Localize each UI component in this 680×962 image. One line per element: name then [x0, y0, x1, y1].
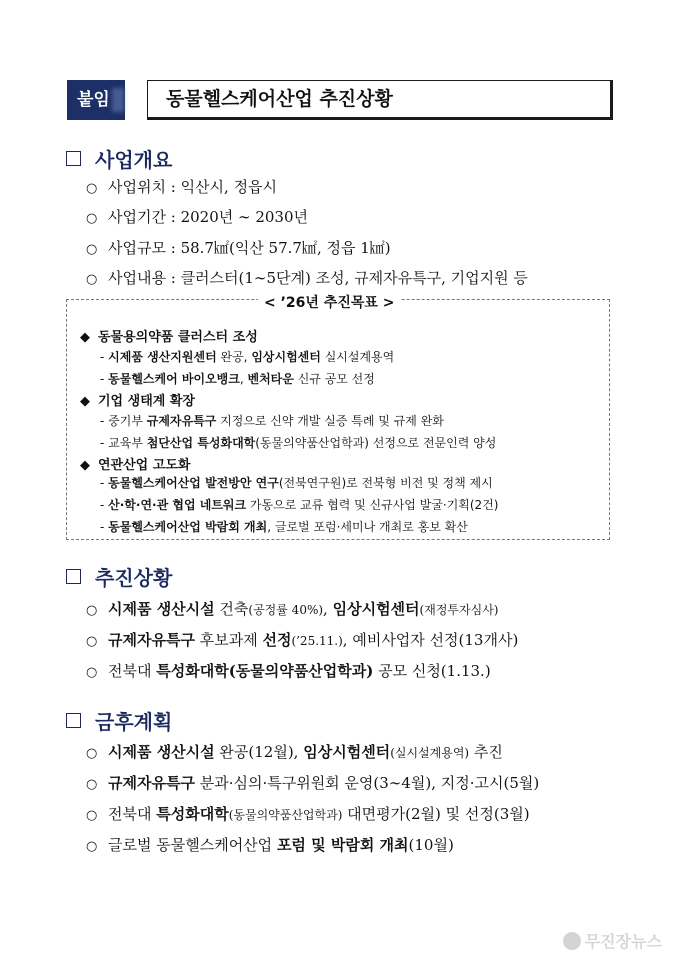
watermark: 무진장뉴스 — [563, 929, 662, 952]
diamond-bullet-icon: ◆ — [80, 394, 90, 409]
attachment-tag: 붙임 — [67, 80, 125, 120]
section-heading-overview: 사업개요 — [66, 144, 172, 173]
square-bullet-icon — [66, 569, 81, 584]
overview-item: ○ 사업내용 : 클러스터(1∼5단계) 조성, 규제자유특구, 기업지원 등 — [86, 269, 528, 287]
square-bullet-icon — [66, 151, 81, 166]
redaction-blur — [112, 88, 124, 112]
goal-line: - 교육부 첨단산업 특성화대학(동물의약품산업학과) 선정으로 전문인력 양성 — [100, 436, 497, 450]
diamond-bullet-icon: ◆ — [80, 330, 90, 345]
goal-line: - 동물헬스케어산업 박람회 개최, 글로벌 포럼·세미나 개최로 홍보 확산 — [100, 520, 468, 534]
circle-bullet-icon: ○ — [86, 603, 98, 618]
goal-line: - 동물헬스케어산업 발전방안 연구(전북연구원)로 전북형 비전 및 정책 제시 — [100, 476, 493, 490]
goal-group-title: ◆ 기업 생태계 확장 — [80, 394, 195, 409]
section-heading-status: 추진상황 — [66, 562, 172, 591]
circle-bullet-icon: ○ — [86, 211, 98, 226]
goal-line: - 중기부 규제자유특구 지정으로 신약 개발 실증 특례 및 규제 완화 — [100, 414, 444, 428]
goal-line: - 산·학·연·관 협업 네트워크 가동으로 교류 협력 및 신규사업 발굴·기획(2건) — [100, 498, 499, 512]
status-item: ○ 전북대 특성화대학(동물의약품산업학과) 공모 신청(1.13.) — [86, 662, 491, 680]
plan-item: ○ 시제품 생산시설 완공(12월), 임상시험센터(실시설계용역) 추진 — [86, 743, 503, 761]
goal-group-title: ◆ 동물용의약품 클러스터 조성 — [80, 330, 258, 345]
plan-item: ○ 규제자유특구 분과·심의·특구위원회 운영(3∼4월), 지정·고시(5월) — [86, 774, 540, 792]
circle-bullet-icon: ○ — [86, 746, 98, 761]
circle-bullet-icon: ○ — [86, 181, 98, 196]
goal-line: - 시제품 생산지원센터 완공, 임상시험센터 실시설계용역 — [100, 350, 395, 364]
goals-title: < ’26년 추진목표 > — [258, 292, 401, 312]
circle-bullet-icon: ○ — [86, 839, 98, 854]
circle-bullet-icon: ○ — [86, 665, 98, 680]
overview-item: ○ 사업기간 : 2020년 ∼ 2030년 — [86, 208, 308, 226]
circle-bullet-icon: ○ — [86, 634, 98, 649]
news-logo-icon — [563, 932, 581, 950]
goal-group-title: ◆ 연관산업 고도화 — [80, 458, 191, 473]
circle-bullet-icon: ○ — [86, 242, 98, 257]
overview-item: ○ 사업규모 : 58.7㎢(익산 57.7㎢, 정읍 1㎢) — [86, 239, 391, 257]
circle-bullet-icon: ○ — [86, 808, 98, 823]
circle-bullet-icon: ○ — [86, 777, 98, 792]
status-item: ○ 규제자유특구 후보과제 선정(’25.11.), 예비사업자 선정(13개사) — [86, 631, 519, 649]
plan-item: ○ 글로벌 동물헬스케어산업 포럼 및 박람회 개최(10월) — [86, 836, 454, 854]
status-item: ○ 시제품 생산시설 건축(공정률 40%), 임상시험센터(재정투자심사) — [86, 600, 499, 618]
overview-item: ○ 사업위치 : 익산시, 정읍시 — [86, 178, 278, 196]
goal-line: - 동물헬스케어 바이오뱅크, 벤처타운 신규 공모 선정 — [100, 372, 375, 386]
square-bullet-icon — [66, 713, 81, 728]
diamond-bullet-icon: ◆ — [80, 458, 90, 473]
plan-item: ○ 전북대 특성화대학(동물의약품산업학과) 대면평가(2월) 및 선정(3월) — [86, 805, 530, 823]
section-heading-plan: 금후계획 — [66, 706, 172, 735]
circle-bullet-icon: ○ — [86, 272, 98, 287]
document-title: 동물헬스케어산업 추진상황 — [147, 80, 613, 120]
